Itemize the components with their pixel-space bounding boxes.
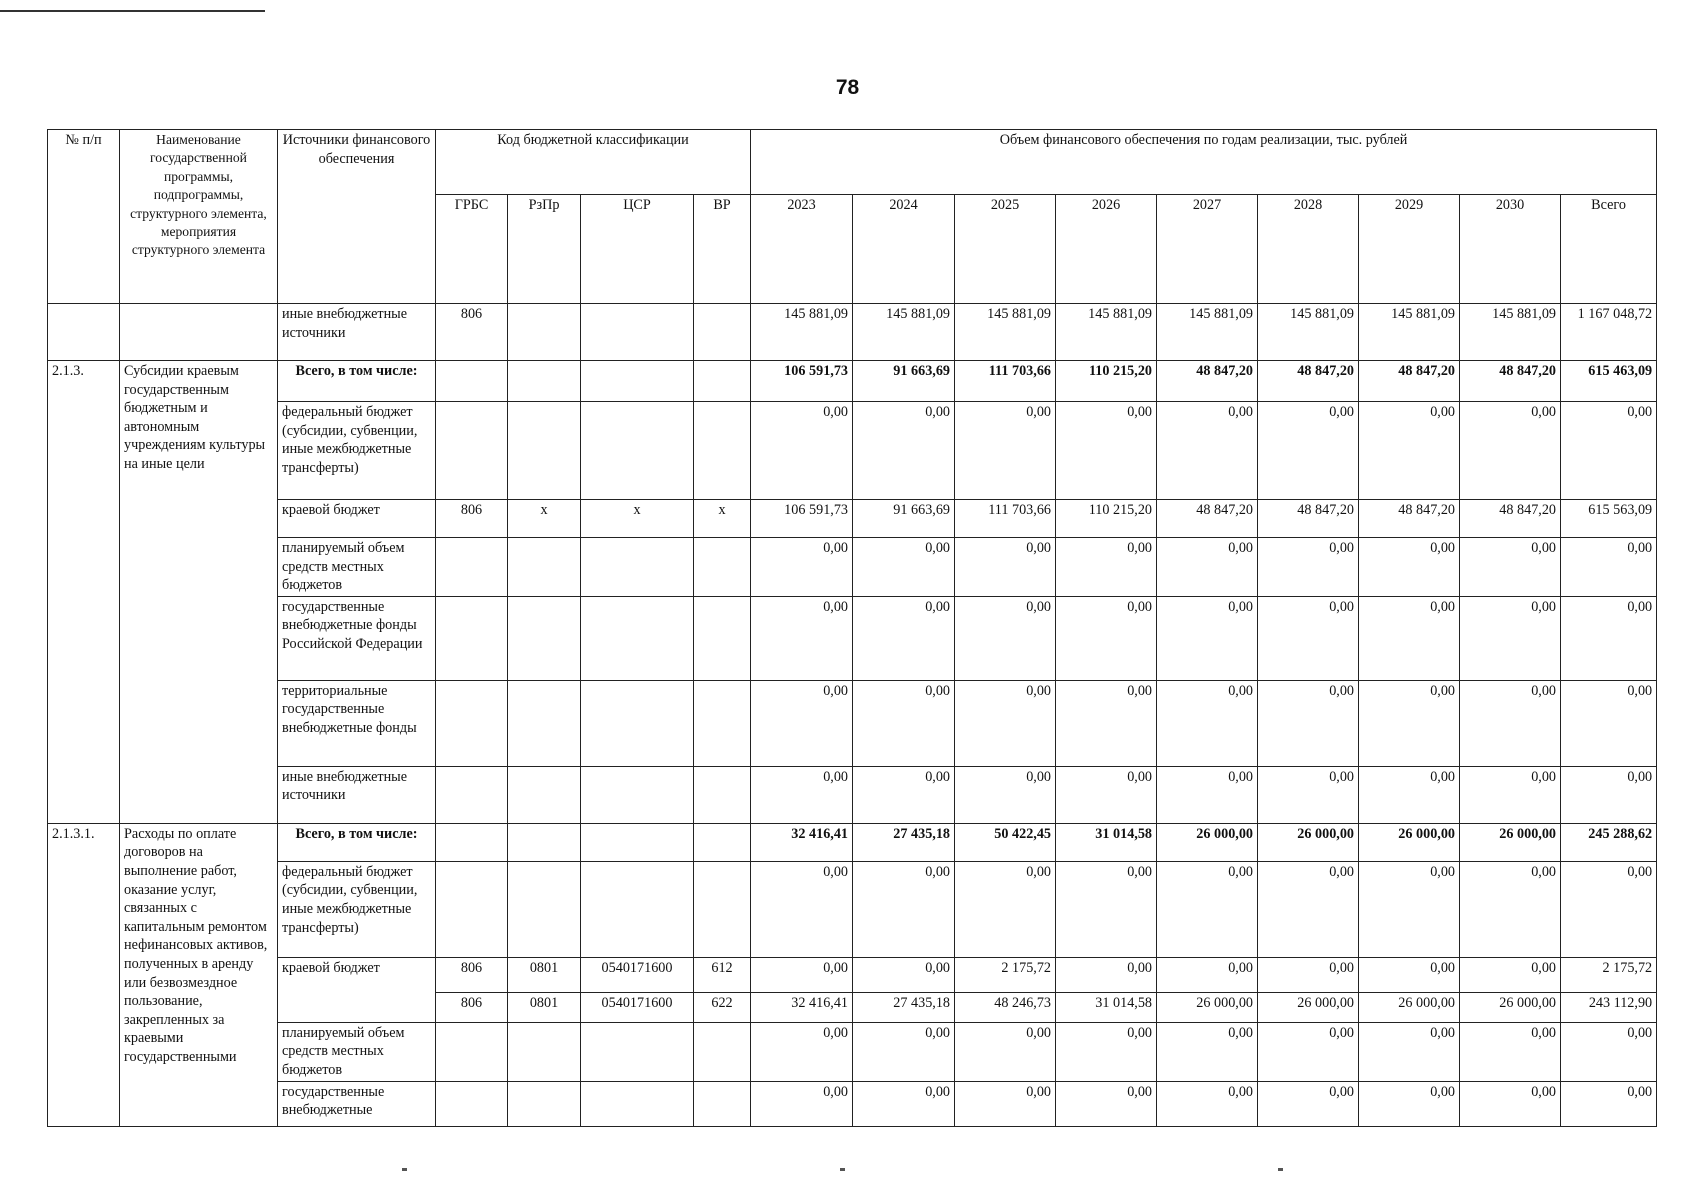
- grbs-cell: [436, 680, 508, 766]
- scan-mark: [402, 1168, 407, 1171]
- year-value-cell: 0,00: [1056, 680, 1157, 766]
- source-cell: Всего, в том числе:: [278, 361, 436, 402]
- csr-cell: [581, 304, 694, 361]
- total-value-cell: 0,00: [1561, 766, 1657, 823]
- year-value-cell: 91 663,69: [853, 500, 955, 538]
- row-number-cell: [48, 304, 120, 361]
- year-value-cell: 48 847,20: [1460, 361, 1561, 402]
- budget-table: [47, 129, 1657, 1127]
- year-value-cell: 0,00: [751, 538, 853, 597]
- header-total: Всего: [1561, 195, 1657, 304]
- rzpr-cell: [508, 680, 581, 766]
- total-value-cell: 0,00: [1561, 680, 1657, 766]
- rzpr-cell: [508, 304, 581, 361]
- csr-cell: [581, 861, 694, 957]
- year-value-cell: 0,00: [955, 1081, 1056, 1126]
- source-cell: планируемый объем средств местных бюджетов: [278, 538, 436, 597]
- grbs-cell: 806: [436, 957, 508, 992]
- table-row: [48, 361, 1657, 402]
- csr-cell: [581, 596, 694, 680]
- csr-cell: [581, 1022, 694, 1081]
- csr-cell: 0540171600: [581, 957, 694, 992]
- total-value-cell: 1 167 048,72: [1561, 304, 1657, 361]
- year-value-cell: 0,00: [1258, 957, 1359, 992]
- header-year-2023: 2023: [751, 195, 853, 304]
- rzpr-cell: [508, 861, 581, 957]
- year-value-cell: 26 000,00: [1460, 992, 1561, 1022]
- year-value-cell: 0,00: [1258, 402, 1359, 500]
- year-value-cell: 145 881,09: [751, 304, 853, 361]
- rzpr-cell: [508, 766, 581, 823]
- table-row: [48, 500, 1657, 538]
- total-value-cell: 615 463,09: [1561, 361, 1657, 402]
- total-value-cell: 0,00: [1561, 1081, 1657, 1126]
- year-value-cell: 145 881,09: [1056, 304, 1157, 361]
- csr-cell: [581, 361, 694, 402]
- year-value-cell: 145 881,09: [1359, 304, 1460, 361]
- year-value-cell: 0,00: [1359, 861, 1460, 957]
- total-value-cell: 0,00: [1561, 861, 1657, 957]
- header-name: Наименование государственной программы, подпрограммы, структурного элемента, мероприятия структурного элемента: [120, 130, 278, 304]
- source-cell: планируемый объем средств местных бюджетов: [278, 1022, 436, 1081]
- year-value-cell: 145 881,09: [1157, 304, 1258, 361]
- year-value-cell: 0,00: [751, 861, 853, 957]
- year-value-cell: 0,00: [1460, 1022, 1561, 1081]
- year-value-cell: 0,00: [1157, 1022, 1258, 1081]
- year-value-cell: 48 847,20: [1359, 361, 1460, 402]
- vr-cell: [694, 596, 751, 680]
- year-value-cell: 0,00: [751, 1022, 853, 1081]
- header-source: Источники финансового обеспечения: [278, 130, 436, 304]
- year-value-cell: 0,00: [1359, 680, 1460, 766]
- rzpr-cell: 0801: [508, 992, 581, 1022]
- year-value-cell: 0,00: [1056, 1022, 1157, 1081]
- year-value-cell: 0,00: [1157, 596, 1258, 680]
- grbs-cell: [436, 823, 508, 861]
- year-value-cell: 0,00: [1056, 1081, 1157, 1126]
- year-value-cell: 111 703,66: [955, 361, 1056, 402]
- total-value-cell: 2 175,72: [1561, 957, 1657, 992]
- row-number-cell: 2.1.3.: [48, 361, 120, 824]
- csr-cell: [581, 823, 694, 861]
- vr-cell: [694, 402, 751, 500]
- grbs-cell: [436, 361, 508, 402]
- table-row: [48, 766, 1657, 823]
- total-value-cell: 0,00: [1561, 538, 1657, 597]
- year-value-cell: 0,00: [751, 1081, 853, 1126]
- year-value-cell: 0,00: [1157, 1081, 1258, 1126]
- year-value-cell: 27 435,18: [853, 823, 955, 861]
- year-value-cell: 0,00: [1258, 596, 1359, 680]
- year-value-cell: 0,00: [1258, 1081, 1359, 1126]
- year-value-cell: 0,00: [853, 957, 955, 992]
- source-cell: краевой бюджет: [278, 957, 436, 1022]
- year-value-cell: 0,00: [1157, 766, 1258, 823]
- source-cell: государственные внебюджетные: [278, 1081, 436, 1126]
- year-value-cell: 0,00: [1056, 538, 1157, 597]
- csr-cell: 0540171600: [581, 992, 694, 1022]
- year-value-cell: 0,00: [1460, 766, 1561, 823]
- year-value-cell: 27 435,18: [853, 992, 955, 1022]
- year-value-cell: 145 881,09: [1460, 304, 1561, 361]
- table-row: [48, 596, 1657, 680]
- year-value-cell: 91 663,69: [853, 361, 955, 402]
- year-value-cell: 0,00: [955, 1022, 1056, 1081]
- year-value-cell: 48 246,73: [955, 992, 1056, 1022]
- rzpr-cell: [508, 538, 581, 597]
- year-value-cell: 0,00: [1157, 538, 1258, 597]
- year-value-cell: 110 215,20: [1056, 500, 1157, 538]
- year-value-cell: 0,00: [1258, 861, 1359, 957]
- vr-cell: 612: [694, 957, 751, 992]
- year-value-cell: 111 703,66: [955, 500, 1056, 538]
- year-value-cell: 0,00: [955, 861, 1056, 957]
- year-value-cell: 0,00: [751, 680, 853, 766]
- grbs-cell: [436, 538, 508, 597]
- total-value-cell: 243 112,90: [1561, 992, 1657, 1022]
- rzpr-cell: [508, 823, 581, 861]
- csr-cell: [581, 402, 694, 500]
- rzpr-cell: [508, 1081, 581, 1126]
- year-value-cell: 106 591,73: [751, 361, 853, 402]
- year-value-cell: 145 881,09: [1258, 304, 1359, 361]
- year-value-cell: 26 000,00: [1157, 992, 1258, 1022]
- year-value-cell: 48 847,20: [1359, 500, 1460, 538]
- year-value-cell: 0,00: [853, 680, 955, 766]
- year-value-cell: 0,00: [955, 402, 1056, 500]
- scan-mark: [840, 1168, 845, 1171]
- year-value-cell: 0,00: [1460, 680, 1561, 766]
- year-value-cell: 0,00: [1056, 861, 1157, 957]
- year-value-cell: 48 847,20: [1157, 361, 1258, 402]
- year-value-cell: 0,00: [1258, 1022, 1359, 1081]
- source-cell: государственные внебюджетные фонды Российской Федерации: [278, 596, 436, 680]
- year-value-cell: 48 847,20: [1258, 361, 1359, 402]
- top-rule: [0, 10, 265, 12]
- year-value-cell: 0,00: [751, 596, 853, 680]
- year-value-cell: 26 000,00: [1258, 992, 1359, 1022]
- grbs-cell: [436, 402, 508, 500]
- vr-cell: [694, 361, 751, 402]
- vr-cell: [694, 766, 751, 823]
- header-vr: ВР: [694, 195, 751, 304]
- year-value-cell: 0,00: [1460, 861, 1561, 957]
- table-row: [48, 861, 1657, 957]
- vr-cell: 622: [694, 992, 751, 1022]
- year-value-cell: 48 847,20: [1258, 500, 1359, 538]
- csr-cell: [581, 538, 694, 597]
- vr-cell: [694, 304, 751, 361]
- table-row: [48, 304, 1657, 361]
- year-value-cell: 0,00: [1460, 596, 1561, 680]
- year-value-cell: 0,00: [1056, 957, 1157, 992]
- year-value-cell: 0,00: [1359, 596, 1460, 680]
- csr-cell: [581, 766, 694, 823]
- table-row: [48, 680, 1657, 766]
- year-value-cell: 0,00: [853, 402, 955, 500]
- csr-cell: [581, 1081, 694, 1126]
- year-value-cell: 0,00: [853, 1081, 955, 1126]
- vr-cell: [694, 538, 751, 597]
- table-row: [48, 957, 1657, 992]
- year-value-cell: 0,00: [1359, 1081, 1460, 1126]
- year-value-cell: 26 000,00: [1157, 823, 1258, 861]
- year-value-cell: 0,00: [853, 596, 955, 680]
- year-value-cell: 26 000,00: [1258, 823, 1359, 861]
- vr-cell: [694, 680, 751, 766]
- year-value-cell: 145 881,09: [955, 304, 1056, 361]
- year-value-cell: 0,00: [1056, 402, 1157, 500]
- year-value-cell: 0,00: [1359, 766, 1460, 823]
- header-year-2027: 2027: [1157, 195, 1258, 304]
- source-cell: иные внебюджетные источники: [278, 766, 436, 823]
- vr-cell: [694, 861, 751, 957]
- scan-mark: [1278, 1168, 1283, 1171]
- grbs-cell: 806: [436, 500, 508, 538]
- year-value-cell: 0,00: [1460, 957, 1561, 992]
- page-number: 78: [835, 76, 860, 99]
- rzpr-cell: [508, 596, 581, 680]
- year-value-cell: 0,00: [1460, 1081, 1561, 1126]
- grbs-cell: [436, 1022, 508, 1081]
- year-value-cell: 48 847,20: [1157, 500, 1258, 538]
- grbs-cell: [436, 596, 508, 680]
- header-number: № п/п: [48, 130, 120, 304]
- year-value-cell: 48 847,20: [1460, 500, 1561, 538]
- year-value-cell: 32 416,41: [751, 992, 853, 1022]
- rzpr-cell: [508, 402, 581, 500]
- table-row: [48, 1081, 1657, 1126]
- header-year-2024: 2024: [853, 195, 955, 304]
- year-value-cell: 0,00: [1359, 957, 1460, 992]
- grbs-cell: 806: [436, 992, 508, 1022]
- year-value-cell: 0,00: [853, 861, 955, 957]
- year-value-cell: 0,00: [853, 538, 955, 597]
- header-csr: ЦСР: [581, 195, 694, 304]
- source-cell: иные внебюджетные источники: [278, 304, 436, 361]
- grbs-cell: 806: [436, 304, 508, 361]
- rzpr-cell: 0801: [508, 957, 581, 992]
- csr-cell: [581, 680, 694, 766]
- total-value-cell: 615 563,09: [1561, 500, 1657, 538]
- rzpr-cell: x: [508, 500, 581, 538]
- total-value-cell: 245 288,62: [1561, 823, 1657, 861]
- year-value-cell: 0,00: [853, 766, 955, 823]
- header-year-2026: 2026: [1056, 195, 1157, 304]
- year-value-cell: 0,00: [955, 766, 1056, 823]
- vr-cell: [694, 823, 751, 861]
- row-number-cell: 2.1.3.1.: [48, 823, 120, 1126]
- row-name-cell: Субсидии краевым государственным бюджетным и автономным учреждениям культуры на иные цели: [120, 361, 278, 824]
- year-value-cell: 2 175,72: [955, 957, 1056, 992]
- year-value-cell: 0,00: [1460, 538, 1561, 597]
- header-budget-code: Код бюджетной классификации: [436, 130, 751, 195]
- row-name-cell: [120, 304, 278, 361]
- year-value-cell: 31 014,58: [1056, 992, 1157, 1022]
- year-value-cell: 0,00: [1157, 957, 1258, 992]
- grbs-cell: [436, 861, 508, 957]
- year-value-cell: 0,00: [1056, 596, 1157, 680]
- table-row: [48, 538, 1657, 597]
- year-value-cell: 0,00: [1359, 538, 1460, 597]
- total-value-cell: 0,00: [1561, 402, 1657, 500]
- header-grbs: ГРБС: [436, 195, 508, 304]
- year-value-cell: 0,00: [955, 538, 1056, 597]
- header-volume: Объем финансового обеспечения по годам реализации, тыс. рублей: [751, 130, 1657, 195]
- year-value-cell: 0,00: [1056, 766, 1157, 823]
- header-year-2029: 2029: [1359, 195, 1460, 304]
- header-year-2025: 2025: [955, 195, 1056, 304]
- year-value-cell: 0,00: [751, 766, 853, 823]
- total-value-cell: 0,00: [1561, 596, 1657, 680]
- total-value-cell: 0,00: [1561, 1022, 1657, 1081]
- source-cell: территориальные государственные внебюджетные фонды: [278, 680, 436, 766]
- year-value-cell: 0,00: [1460, 402, 1561, 500]
- year-value-cell: 0,00: [751, 957, 853, 992]
- table-row: [48, 823, 1657, 861]
- year-value-cell: 110 215,20: [1056, 361, 1157, 402]
- vr-cell: x: [694, 500, 751, 538]
- year-value-cell: 26 000,00: [1359, 823, 1460, 861]
- year-value-cell: 26 000,00: [1359, 992, 1460, 1022]
- year-value-cell: 106 591,73: [751, 500, 853, 538]
- table-row: [48, 402, 1657, 500]
- header-year-2028: 2028: [1258, 195, 1359, 304]
- year-value-cell: 0,00: [1258, 538, 1359, 597]
- year-value-cell: 0,00: [1359, 402, 1460, 500]
- rzpr-cell: [508, 1022, 581, 1081]
- rzpr-cell: [508, 361, 581, 402]
- source-cell: федеральный бюджет (субсидии, субвенции, иные межбюджетные трансферты): [278, 402, 436, 500]
- year-value-cell: 145 881,09: [853, 304, 955, 361]
- header-rzpr: РзПр: [508, 195, 581, 304]
- year-value-cell: 31 014,58: [1056, 823, 1157, 861]
- year-value-cell: 0,00: [1359, 1022, 1460, 1081]
- header-year-2030: 2030: [1460, 195, 1561, 304]
- grbs-cell: [436, 766, 508, 823]
- year-value-cell: 0,00: [853, 1022, 955, 1081]
- year-value-cell: 0,00: [1157, 402, 1258, 500]
- year-value-cell: 0,00: [955, 680, 1056, 766]
- year-value-cell: 26 000,00: [1460, 823, 1561, 861]
- header-row-1: [48, 130, 1657, 195]
- row-name-cell: Расходы по оплате договоров на выполнение работ, оказание услуг, связанных с капитальным ремонтом нефинансовых активов, полученных в аренду или безвозмездное пользование, закрепленных за краевыми государственными: [120, 823, 278, 1126]
- year-value-cell: 0,00: [1157, 861, 1258, 957]
- vr-cell: [694, 1081, 751, 1126]
- year-value-cell: 32 416,41: [751, 823, 853, 861]
- source-cell: краевой бюджет: [278, 500, 436, 538]
- source-cell: федеральный бюджет (субсидии, субвенции, иные межбюджетные трансферты): [278, 861, 436, 957]
- table-row: [48, 1022, 1657, 1081]
- year-value-cell: 0,00: [955, 596, 1056, 680]
- vr-cell: [694, 1022, 751, 1081]
- year-value-cell: 0,00: [751, 402, 853, 500]
- grbs-cell: [436, 1081, 508, 1126]
- year-value-cell: 0,00: [1157, 680, 1258, 766]
- source-cell: Всего, в том числе:: [278, 823, 436, 861]
- year-value-cell: 50 422,45: [955, 823, 1056, 861]
- year-value-cell: 0,00: [1258, 680, 1359, 766]
- year-value-cell: 0,00: [1258, 766, 1359, 823]
- csr-cell: x: [581, 500, 694, 538]
